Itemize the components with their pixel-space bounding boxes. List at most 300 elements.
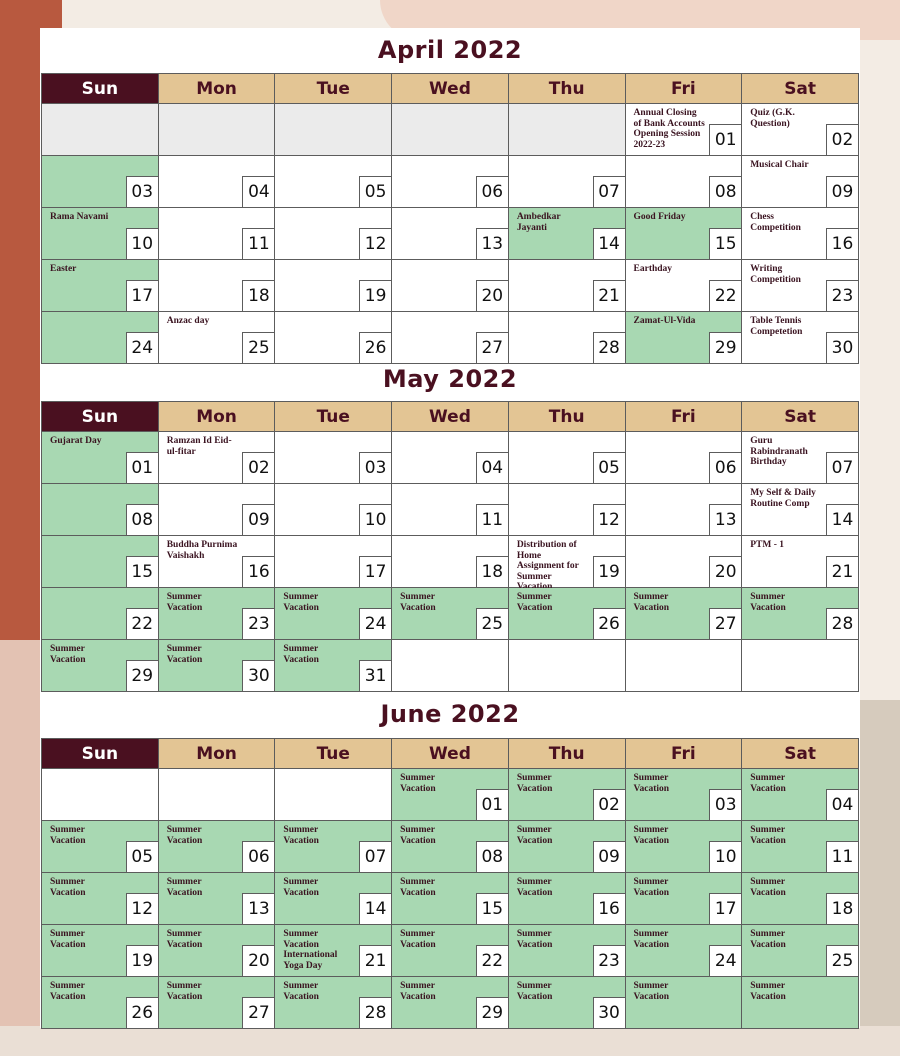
day-number: 02 bbox=[593, 789, 625, 820]
day-number: 31 bbox=[359, 660, 391, 691]
week-row bbox=[42, 977, 859, 1029]
day-number: 05 bbox=[593, 452, 625, 483]
day-number: 25 bbox=[826, 945, 858, 976]
week-row bbox=[42, 821, 859, 873]
event-note: Summer Vacation bbox=[400, 877, 436, 898]
week-row bbox=[42, 432, 859, 484]
event-note: Earthday bbox=[633, 264, 673, 274]
event-note: Summer Vacation bbox=[400, 929, 436, 950]
event-note: Summer Vacation bbox=[400, 592, 436, 613]
day-cell bbox=[275, 821, 392, 873]
calendar-june bbox=[41, 738, 859, 1029]
day-number: 24 bbox=[709, 945, 741, 976]
day-cell bbox=[742, 640, 859, 692]
event-note: Summer Vacation bbox=[50, 981, 86, 1002]
weekday-header: Wed bbox=[392, 739, 509, 769]
event-note: PTM - 1 bbox=[750, 540, 784, 550]
event-note: Buddha Purnima Vaishakh bbox=[166, 540, 238, 561]
day-cell bbox=[42, 104, 159, 156]
day-number: 06 bbox=[242, 841, 274, 872]
day-number: 01 bbox=[126, 452, 158, 483]
day-cell bbox=[42, 640, 159, 692]
day-cell bbox=[275, 432, 392, 484]
calendar-april bbox=[41, 73, 859, 364]
month-title-april: April 2022 bbox=[377, 36, 523, 64]
weekday-header: Thu bbox=[508, 739, 625, 769]
event-note: Summer Vacation bbox=[633, 825, 670, 846]
day-cell bbox=[392, 156, 509, 208]
day-number: 26 bbox=[126, 997, 158, 1028]
event-note: Summer Vacation bbox=[633, 592, 670, 613]
day-cell bbox=[158, 312, 275, 364]
day-number: 30 bbox=[593, 997, 625, 1028]
event-note: Summer Vacation bbox=[400, 981, 436, 1002]
day-number: 17 bbox=[126, 280, 158, 311]
day-number: 29 bbox=[709, 332, 741, 363]
week-row bbox=[42, 208, 859, 260]
event-note: Gujarat Day bbox=[50, 436, 102, 446]
day-number: 01 bbox=[476, 789, 508, 820]
event-note: Summer Vacation bbox=[516, 592, 553, 613]
day-cell bbox=[158, 873, 275, 925]
event-note: Summer Vacation bbox=[50, 825, 86, 846]
day-cell bbox=[275, 925, 392, 977]
weekday-header: Mon bbox=[158, 402, 275, 432]
day-number: 20 bbox=[242, 945, 274, 976]
day-cell bbox=[625, 484, 742, 536]
day-number: 15 bbox=[476, 893, 508, 924]
event-note: Summer Vacation bbox=[633, 981, 670, 1002]
day-number: 08 bbox=[126, 504, 158, 535]
day-cell bbox=[42, 821, 159, 873]
day-cell bbox=[625, 432, 742, 484]
day-number: 27 bbox=[709, 608, 741, 639]
day-number: 18 bbox=[826, 893, 858, 924]
weekday-header: Wed bbox=[392, 402, 509, 432]
event-note: Summer Vacation bbox=[633, 877, 670, 898]
day-cell bbox=[742, 156, 859, 208]
day-cell bbox=[508, 536, 625, 588]
day-number: 28 bbox=[593, 332, 625, 363]
event-note: Easter bbox=[50, 264, 77, 274]
event-note: Summer Vacation bbox=[750, 929, 786, 950]
day-cell bbox=[625, 821, 742, 873]
day-cell bbox=[625, 977, 742, 1029]
day-cell bbox=[508, 588, 625, 640]
day-number: 08 bbox=[709, 176, 741, 207]
event-note: Summer Vacation bbox=[400, 773, 436, 794]
day-number: 18 bbox=[242, 280, 274, 311]
day-cell bbox=[275, 312, 392, 364]
day-number: 05 bbox=[126, 841, 158, 872]
day-number: 25 bbox=[242, 332, 274, 363]
event-note: Distribution of Home Assignment for Summer bbox=[516, 540, 579, 582]
day-cell bbox=[625, 260, 742, 312]
day-cell bbox=[508, 208, 625, 260]
day-number: 11 bbox=[826, 841, 858, 872]
weekday-header: Sat bbox=[742, 739, 859, 769]
weekday-header: Fri bbox=[625, 74, 742, 104]
weekday-header: Thu bbox=[508, 74, 625, 104]
calendar-may bbox=[41, 401, 859, 692]
day-number: 21 bbox=[359, 945, 391, 976]
event-note: Rama Navami bbox=[50, 212, 109, 222]
day-cell bbox=[392, 977, 509, 1029]
day-cell bbox=[42, 925, 159, 977]
day-number: 19 bbox=[593, 556, 625, 587]
day-cell bbox=[158, 588, 275, 640]
weekday-header: Sat bbox=[742, 74, 859, 104]
day-cell bbox=[625, 925, 742, 977]
day-number: 10 bbox=[359, 504, 391, 535]
day-number: 26 bbox=[593, 608, 625, 639]
day-cell bbox=[158, 640, 275, 692]
event-note: Summer Vacation bbox=[50, 644, 86, 665]
event-note: Quiz (G.K. Question) bbox=[750, 108, 795, 129]
weekday-header: Tue bbox=[275, 402, 392, 432]
day-cell bbox=[742, 588, 859, 640]
weekday-header-row bbox=[42, 739, 859, 769]
day-cell bbox=[392, 484, 509, 536]
day-cell bbox=[508, 977, 625, 1029]
day-number: 02 bbox=[242, 452, 274, 483]
day-number: 29 bbox=[476, 997, 508, 1028]
month-title-june: June 2022 bbox=[380, 700, 520, 728]
day-cell bbox=[275, 484, 392, 536]
day-cell bbox=[742, 104, 859, 156]
event-note: Summer Vacation bbox=[166, 877, 203, 898]
week-row bbox=[42, 260, 859, 312]
event-note: Anzac day bbox=[166, 316, 210, 326]
day-number: 16 bbox=[593, 893, 625, 924]
event-note: Musical Chair bbox=[750, 160, 809, 170]
day-number: 09 bbox=[242, 504, 274, 535]
event-note: Annual Closing of Bank Accounts Opening Session 2022-23 bbox=[633, 108, 705, 150]
day-cell bbox=[158, 208, 275, 260]
event-note: Summer Vacation bbox=[633, 929, 670, 950]
event-note: Writing Competition bbox=[750, 264, 801, 285]
week-row bbox=[42, 925, 859, 977]
day-cell bbox=[742, 925, 859, 977]
event-note: Summer Vacation bbox=[283, 592, 319, 613]
event-note: Guru Rabindranath Birthday bbox=[750, 436, 808, 467]
day-number: 02 bbox=[826, 124, 858, 155]
weekday-header: Wed bbox=[392, 74, 509, 104]
event-note: Summer Vacation bbox=[516, 877, 553, 898]
day-cell bbox=[275, 536, 392, 588]
weekday-header: Sun bbox=[42, 739, 159, 769]
day-number: 17 bbox=[359, 556, 391, 587]
day-cell bbox=[392, 260, 509, 312]
day-number: 04 bbox=[826, 789, 858, 820]
day-number: 10 bbox=[126, 228, 158, 259]
event-note: Summer Vacation bbox=[750, 981, 786, 1002]
event-note: Summer Vacation bbox=[283, 877, 319, 898]
day-number: 12 bbox=[126, 893, 158, 924]
day-number: 23 bbox=[826, 280, 858, 311]
day-cell bbox=[158, 432, 275, 484]
day-number: 22 bbox=[476, 945, 508, 976]
background-shape-bottom bbox=[0, 1026, 900, 1056]
day-cell bbox=[508, 260, 625, 312]
weekday-header: Fri bbox=[625, 402, 742, 432]
day-cell bbox=[392, 208, 509, 260]
weekday-header: Tue bbox=[275, 739, 392, 769]
weekday-header: Tue bbox=[275, 74, 392, 104]
event-note: Summer Vacation bbox=[400, 825, 436, 846]
day-cell bbox=[158, 821, 275, 873]
day-cell bbox=[392, 312, 509, 364]
day-number: 13 bbox=[709, 504, 741, 535]
day-number: 03 bbox=[126, 176, 158, 207]
week-row bbox=[42, 588, 859, 640]
day-cell bbox=[508, 873, 625, 925]
day-cell bbox=[508, 432, 625, 484]
day-cell bbox=[625, 588, 742, 640]
day-cell bbox=[275, 208, 392, 260]
day-number: 03 bbox=[359, 452, 391, 483]
weekday-header-row bbox=[42, 74, 859, 104]
day-number: 10 bbox=[709, 841, 741, 872]
event-note: Summer Vacation bbox=[750, 877, 786, 898]
calendar-sheet bbox=[40, 28, 860, 1028]
day-cell bbox=[275, 977, 392, 1029]
day-cell bbox=[275, 873, 392, 925]
event-note: Summer Vacation bbox=[50, 929, 86, 950]
day-cell bbox=[508, 484, 625, 536]
day-number: 03 bbox=[709, 789, 741, 820]
event-note: Summer Vacation International Yoga Day bbox=[283, 929, 338, 971]
day-number: 16 bbox=[242, 556, 274, 587]
day-cell bbox=[158, 769, 275, 821]
day-number: 27 bbox=[242, 997, 274, 1028]
day-cell bbox=[742, 873, 859, 925]
day-number: 14 bbox=[826, 504, 858, 535]
day-cell bbox=[42, 312, 159, 364]
day-number: 16 bbox=[826, 228, 858, 259]
event-note: Table Tennis Competetion bbox=[750, 316, 803, 337]
week-row bbox=[42, 104, 859, 156]
day-number: 28 bbox=[359, 997, 391, 1028]
day-number: 24 bbox=[359, 608, 391, 639]
event-note: Summer Vacation bbox=[50, 877, 86, 898]
day-number: 14 bbox=[593, 228, 625, 259]
day-cell bbox=[742, 484, 859, 536]
day-number: 06 bbox=[476, 176, 508, 207]
week-row bbox=[42, 640, 859, 692]
day-number: 19 bbox=[359, 280, 391, 311]
event-note: Summer Vacation bbox=[166, 592, 203, 613]
day-number: 07 bbox=[359, 841, 391, 872]
weekday-header: Fri bbox=[625, 739, 742, 769]
event-note: Summer Vacation bbox=[516, 929, 553, 950]
day-cell bbox=[392, 640, 509, 692]
event-note: Ambedkar Jayanti bbox=[516, 212, 561, 233]
day-cell bbox=[625, 156, 742, 208]
day-number: 15 bbox=[126, 556, 158, 587]
day-cell bbox=[508, 156, 625, 208]
day-cell bbox=[625, 104, 742, 156]
day-number: 21 bbox=[593, 280, 625, 311]
event-note: Summer Vacation bbox=[283, 981, 319, 1002]
day-number: 24 bbox=[126, 332, 158, 363]
day-number: 08 bbox=[476, 841, 508, 872]
day-number: 07 bbox=[826, 452, 858, 483]
event-note: Summer Vacation bbox=[166, 825, 203, 846]
day-cell bbox=[625, 873, 742, 925]
day-cell bbox=[392, 588, 509, 640]
day-number: 19 bbox=[126, 945, 158, 976]
day-cell bbox=[42, 873, 159, 925]
day-number: 29 bbox=[126, 660, 158, 691]
event-note: My Self & Daily Routine Comp bbox=[750, 488, 816, 509]
day-cell bbox=[742, 821, 859, 873]
day-number: 18 bbox=[476, 556, 508, 587]
day-number: 14 bbox=[359, 893, 391, 924]
day-number: 27 bbox=[476, 332, 508, 363]
event-note: Summer Vacation bbox=[283, 644, 319, 665]
event-note: Summer Vacation bbox=[166, 644, 203, 665]
day-cell bbox=[42, 588, 159, 640]
day-number: 09 bbox=[826, 176, 858, 207]
day-cell bbox=[275, 588, 392, 640]
day-number: 28 bbox=[826, 608, 858, 639]
day-cell bbox=[742, 432, 859, 484]
day-cell bbox=[392, 873, 509, 925]
day-number: 05 bbox=[359, 176, 391, 207]
day-number: 23 bbox=[593, 945, 625, 976]
event-note: Summer Vacation bbox=[750, 825, 786, 846]
day-cell bbox=[625, 312, 742, 364]
day-cell bbox=[508, 104, 625, 156]
day-cell bbox=[392, 925, 509, 977]
event-note: Summer Vacation bbox=[516, 773, 553, 794]
day-number: 25 bbox=[476, 608, 508, 639]
day-cell bbox=[392, 104, 509, 156]
day-number: 01 bbox=[709, 124, 741, 155]
day-cell bbox=[42, 156, 159, 208]
day-number: 04 bbox=[242, 176, 274, 207]
day-cell bbox=[392, 432, 509, 484]
day-cell bbox=[625, 208, 742, 260]
day-number: 23 bbox=[242, 608, 274, 639]
week-row bbox=[42, 873, 859, 925]
day-number: 13 bbox=[476, 228, 508, 259]
week-row bbox=[42, 156, 859, 208]
weekday-header: Mon bbox=[158, 74, 275, 104]
day-cell bbox=[508, 769, 625, 821]
day-cell bbox=[42, 536, 159, 588]
day-number: 12 bbox=[359, 228, 391, 259]
day-cell bbox=[158, 925, 275, 977]
day-cell bbox=[158, 104, 275, 156]
day-cell bbox=[42, 432, 159, 484]
week-row bbox=[42, 312, 859, 364]
event-note: Summer Vacation bbox=[166, 929, 203, 950]
day-cell bbox=[625, 640, 742, 692]
day-cell bbox=[275, 104, 392, 156]
week-row bbox=[42, 769, 859, 821]
weekday-header: Thu bbox=[508, 402, 625, 432]
day-cell bbox=[508, 640, 625, 692]
weekday-header-row bbox=[42, 402, 859, 432]
day-number: 07 bbox=[593, 176, 625, 207]
day-cell bbox=[742, 312, 859, 364]
weekday-header: Sat bbox=[742, 402, 859, 432]
day-cell bbox=[742, 769, 859, 821]
day-cell bbox=[625, 536, 742, 588]
day-number: 09 bbox=[593, 841, 625, 872]
day-cell bbox=[42, 260, 159, 312]
event-note: Ramzan Id Eid-ul-fitar bbox=[166, 436, 232, 457]
event-note: Summer Vacation bbox=[283, 825, 319, 846]
day-cell bbox=[275, 769, 392, 821]
day-number: 22 bbox=[709, 280, 741, 311]
day-number: 21 bbox=[826, 556, 858, 587]
week-row bbox=[42, 536, 859, 588]
day-cell bbox=[158, 536, 275, 588]
day-cell bbox=[158, 977, 275, 1029]
day-cell bbox=[158, 484, 275, 536]
day-number: 06 bbox=[709, 452, 741, 483]
event-note: Summer Vacation bbox=[166, 981, 203, 1002]
day-cell bbox=[158, 260, 275, 312]
day-cell bbox=[275, 156, 392, 208]
day-cell bbox=[392, 821, 509, 873]
event-note: Good Friday bbox=[633, 212, 686, 222]
day-cell bbox=[625, 769, 742, 821]
day-number: 13 bbox=[242, 893, 274, 924]
day-cell bbox=[392, 769, 509, 821]
day-number: 30 bbox=[242, 660, 274, 691]
day-cell bbox=[158, 156, 275, 208]
day-cell bbox=[742, 977, 859, 1029]
day-cell bbox=[742, 208, 859, 260]
day-number: 15 bbox=[709, 228, 741, 259]
day-number: 11 bbox=[242, 228, 274, 259]
event-note: Summer Vacation bbox=[516, 825, 553, 846]
day-cell bbox=[742, 536, 859, 588]
weekday-header: Sun bbox=[42, 74, 159, 104]
day-number: 20 bbox=[476, 280, 508, 311]
weekday-header: Mon bbox=[158, 739, 275, 769]
week-row bbox=[42, 484, 859, 536]
day-cell bbox=[42, 977, 159, 1029]
day-number: 20 bbox=[709, 556, 741, 587]
day-cell bbox=[508, 925, 625, 977]
month-title-may: May 2022 bbox=[382, 365, 518, 393]
day-cell bbox=[392, 536, 509, 588]
day-cell bbox=[508, 821, 625, 873]
day-number: 17 bbox=[709, 893, 741, 924]
event-note: Zamat-Ul-Vida bbox=[633, 316, 696, 326]
event-note: Summer Vacation bbox=[633, 773, 670, 794]
event-note: Summer Vacation bbox=[516, 981, 553, 1002]
day-cell bbox=[42, 769, 159, 821]
day-cell bbox=[42, 484, 159, 536]
day-cell bbox=[275, 640, 392, 692]
event-note: Chess Competition bbox=[750, 212, 801, 233]
day-cell bbox=[42, 208, 159, 260]
weekday-header: Sun bbox=[42, 402, 159, 432]
day-cell bbox=[275, 260, 392, 312]
day-number: 22 bbox=[126, 608, 158, 639]
day-number: 04 bbox=[476, 452, 508, 483]
day-cell bbox=[742, 260, 859, 312]
event-note: Summer Vacation bbox=[750, 592, 786, 613]
event-note: Summer Vacation bbox=[750, 773, 786, 794]
day-number: 30 bbox=[826, 332, 858, 363]
